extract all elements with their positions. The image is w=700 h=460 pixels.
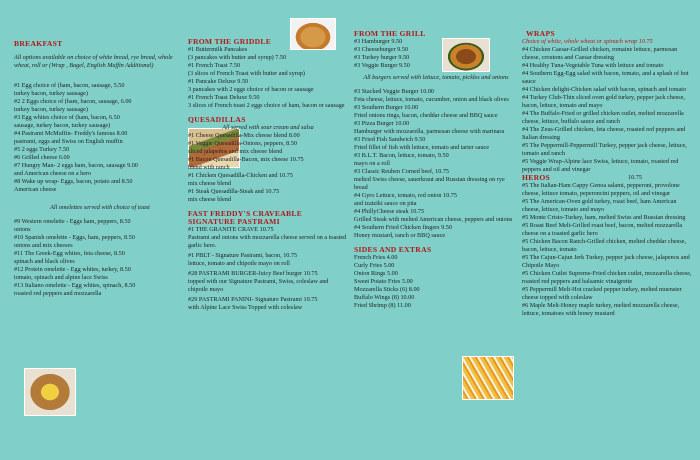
- menu-item: #1 French Toast 7.50 (3 slices of French Toast with butter and syrup): [188, 62, 305, 77]
- menu-item: Fried Shrimp (8) 11.00: [354, 302, 411, 309]
- grill-column: [354, 0, 518, 460]
- heros-heading: HEROS: [522, 173, 551, 182]
- menu-item: #3 Stacked Veggie Burger 10.00 Feta cheese, lettuce, tomato, cucumber, onion and black olives: [354, 88, 509, 103]
- menu-item: #7 Hungry Man- 2 eggs ham, bacon, sausage 9.00 and American cheese on a hero: [14, 162, 138, 177]
- menu-item: #3 Fried Fish Sandwich 9.50 Fried fillet of fish with lettuce, tomato and tarter sauce: [354, 136, 490, 151]
- heros-price: 10.75: [628, 174, 642, 181]
- menu-item: #3 Cheeseburger 9.50: [354, 46, 409, 53]
- menu-item: #5 The Cajun-Cajun Jerk Turkey, pepper jack cheese, jalapenos and Chipotle Mayo: [522, 254, 690, 269]
- menu-item: #4 Chicken delight-Chicken salad with bacon, spinach and tomato: [522, 86, 687, 93]
- menu-item: #5 The American-Oven gold turkey, roast beef, ham American cheese, lettuce, tomato and mayo: [522, 198, 677, 213]
- breakfast-column: [14, 0, 186, 460]
- menu-item: #4 Chicken Caesar-Grilled chicken, romaine lettuce, parmesan cheese, croutons and Caesar dressing: [522, 46, 678, 61]
- menu-item: #3 Southern Burger 10.00 Fried onions rings, bacon, cheddar cheese and BBQ sauce: [354, 104, 498, 119]
- menu-item: #1 Chicken Quesadilla-Chicken and 10.75 mix cheese blend: [188, 172, 293, 187]
- menu-item: #2 2 Eggs choice of (ham, bacon, sausage, 6.00 turkey bacon, turkey sausage): [14, 98, 132, 113]
- menu-item: #4 PhillyCheese steak 10.75 Grilled Steak with melted American cheese, peppers and onions: [354, 208, 513, 223]
- griddle-heading: FROM THE GRIDDLE: [188, 37, 272, 46]
- menu-item: #1 Veggie Quesadilla-Onions, peppers, 8.50 sliced jalapeños and mix cheese blend: [188, 140, 298, 155]
- menu-item: #4 The Buffalo-Fried or grilled chicken cutlet, melted mozzarella cheese, lettuce, buffalo sauce and ranch: [522, 110, 684, 125]
- breakfast-list: [14, 82, 186, 194]
- menu-item: #4 Turkey Club-Thin sliced oven gold turkey, pepper jack cheese, bacon, lettuce, tomato and mayo: [522, 94, 686, 109]
- wraps-heading: WRAPS: [526, 29, 555, 38]
- wraps-note: Choice of white, whole wheat or spinach wrap 10.75: [522, 38, 653, 45]
- wraps-list: [522, 46, 696, 174]
- menu-item: #5 Veggie Wrap-Alpine lace Swiss, lettuce, tomato, roasted red peppers and oil and vinegar: [522, 158, 679, 173]
- sides-heading: SIDES AND EXTRAS: [354, 245, 432, 254]
- menu-item: #4 Gyro Lettuce, tomato, red onion 10.75 and tzatziki sauce on pita: [354, 192, 457, 207]
- wraps-column: [522, 0, 696, 460]
- menu-item: #1 PBLT - Signature Pastrami, bacon, 10.75 lettuce, tomato and chipotle mayo on roll: [188, 252, 298, 267]
- menu-item: #6 Grilled cheese 6.00: [14, 154, 70, 161]
- menu-item: #1 Steak Quesadilla-Steak and 10.75 mix cheese blend: [188, 188, 280, 203]
- omelette-list: [14, 218, 186, 298]
- menu-item: #1 Egg choice of (ham, bacon, sausage, 5.50 turkey bacon, turkey sausage): [14, 82, 125, 97]
- quesadillas-heading: QUESADILLAS: [188, 115, 246, 124]
- menu-item: #1 Bacon Quesadilla-Bacon, mix cheese 10.75 blend with ranch: [188, 156, 304, 171]
- menu-item: #3 Turkey burger 9.50: [354, 54, 410, 61]
- menu-item: #9 Western omelette - Eggs ham, peppers, 8.50 onions: [14, 218, 131, 233]
- quesadillas-note: All served with sour cream and salsa: [222, 124, 314, 131]
- menu-item: #1 Pancake Deluxe 9.50 3 pancakes with 2 eggs choice of bacon or sausage: [188, 78, 314, 93]
- menu-item: Sweet Potato Fries 5.00: [354, 278, 413, 285]
- grill-more-list: [354, 88, 518, 240]
- grill-note: All burgers served with lettuce, tomato, pickles and onions: [363, 74, 509, 81]
- menu-item: Mozzarella Sticks (6) 8.00: [354, 286, 420, 293]
- menu-item: #5 The Italian-Ham Cappy Genoa salami, pepperoni, provolone cheese, lettuce tomato, peperoncini peppers, oil and vinegar: [522, 182, 680, 197]
- menu-item: Buffalo Wings (8) 10.00: [354, 294, 415, 301]
- menu-item: #3 Veggie Burger 9.50: [354, 62, 410, 69]
- menu-item: #5 The Peppermill-Peppermill Turkey, pepper jack cheese, lettuce, tomato and ranch: [522, 142, 687, 157]
- breakfast-heading: BREAKFAST: [14, 39, 63, 48]
- menu-item: #8 Wake up wrap- Eggs, bacon, potato and 8.50 American cheese: [14, 178, 133, 193]
- omelette-note: All omelettes served with choice of toast: [50, 204, 150, 211]
- menu-item: #1 Buttermilk Pancakes (3 pancakes with butter and syrup) 7.50: [188, 46, 287, 61]
- grill-list: [354, 38, 474, 70]
- menu-item: #10 Spanish omelette - Eggs, ham, peppers, 8.50 onions and mix cheeses: [14, 234, 135, 249]
- menu-item: #3 B.L.T. Bacon, lettuce, tomato, 9.50 mayo on a roll: [354, 152, 449, 167]
- menu-item: #5 Peppermill Melt-Hot cracked pepper turkey, melted muenster cheese topped with coleslaw: [522, 286, 682, 301]
- menu-item: #11 The Greek-Egg whites, feta cheese, 8.50 spinach and black olives: [14, 250, 125, 265]
- pastrami-list: [188, 226, 348, 312]
- menu-item: #28 PASTRAMI BURGER-Juicy Beef burger 10.75 topped with our Signature Pastrami, Swiss, coleslaw and chipotle mayo: [188, 270, 329, 293]
- menu-item: #1 Cheese Quesadilla-Mix cheese blend 8.00: [188, 132, 300, 139]
- menu-item: Onion Rings 5.00: [354, 270, 398, 277]
- menu-item: #3 Egg whites choice of (ham, bacon, 6.50 sausage, turkey bacon, turkey sausage): [14, 114, 120, 129]
- menu-item: #5 Chicken Bacon Ranch-Grilled chicken, melted cheddar cheese, bacon, lettuce, tomato: [522, 238, 687, 253]
- menu-item: #5 Monte Cristo-Turkey, ham, melted Swiss and Russian dressing: [522, 214, 686, 221]
- menu-item: #1 French Toast Deluxe 9.50 3 slices of French toast 2 eggs choice of ham, bacon or sausage: [188, 94, 345, 109]
- menu-item: #12 Protein omelette - Egg whites, turkey, 8.50 tomato, spinach and alpine lace Swiss: [14, 266, 131, 281]
- menu-item: #4 Pastrami McMuffin- Freddy's famous 8.00 pastrami, eggs and Swiss on English muffin: [14, 130, 128, 145]
- breakfast-note: All options available on choice of white bread, rye bread, whole wheat, roll or (Wrap , Bagel, English Muffin Additional): [14, 54, 173, 69]
- menu-item: #6 Maple Melt-Honey maple turkey, melted mozzarella cheese, lettuce, tomatoes with honey mustard: [522, 302, 680, 317]
- menu-item: #1 THE GRANITE CRAVE 10.75 Pastrami and onions with mozzarella cheese served on a toasted garlic hero.: [188, 226, 347, 249]
- sides-list: [354, 254, 458, 310]
- menu-item: #4 The Zeus-Grilled chicken, feta cheese, roasted red peppers and Italian dressing: [522, 126, 686, 141]
- griddle-column: [188, 0, 348, 460]
- menu-item: Curly Fries 5.00: [354, 262, 395, 269]
- griddle-list: [188, 46, 348, 110]
- menu-item: French Fries 4.00: [354, 254, 398, 261]
- menu-item: #4 Healthy Tuna-Vegetable Tuna with lettuce and tomato: [522, 62, 664, 69]
- menu-item: #13 Italiano omelette - Egg whites, spinach, 8.50 roasted red peppers and mozzarella: [14, 282, 136, 297]
- quesadillas-list: [188, 132, 348, 204]
- menu-item: #29 PASTRAMI PANINI- Signature Pastrami 10.75 with Alpine Lace Swiss Topped with coleslaw: [188, 296, 318, 311]
- heros-list: [522, 182, 696, 318]
- menu-item: #3 Classic Reuben Corned beef, 10.75 melted Swiss cheese, sauerkraut and Russian dressing on rye bread: [354, 168, 505, 191]
- menu-item: #3 Hamburger 9.50: [354, 38, 403, 45]
- menu-item: #4 Southern Fried Chicken fingers 9.50 Honey mustard, ranch or BBQ sauce: [354, 224, 452, 239]
- menu-item: #5 2 eggs Turkey 7.50: [14, 146, 70, 153]
- pastrami-heading: FAST FREDDY'S CRAVEABLE SIGNATURE PASTRAMI: [188, 209, 303, 226]
- menu-item: #5 Chicken Cutlet Supreme-Fried chicken cutlet, mozzarella cheese, roasted red peppers and balsamic vinaigrette: [522, 270, 692, 285]
- menu-item: #4 Southern Egg-Egg salad with bacon, tomato, and a splash of hot sauce: [522, 70, 689, 85]
- menu-item: #5 Roast Beef Melt-Grilled roast beef, bacon, melted mozzarella cheese on a toasted garlic hero: [522, 222, 683, 237]
- menu-item: #3 Pizza Burger 10.00 Hamburger with mozzarella, parmesan cheese with marinara: [354, 120, 505, 135]
- grill-heading: FROM THE GRILL: [354, 29, 426, 38]
